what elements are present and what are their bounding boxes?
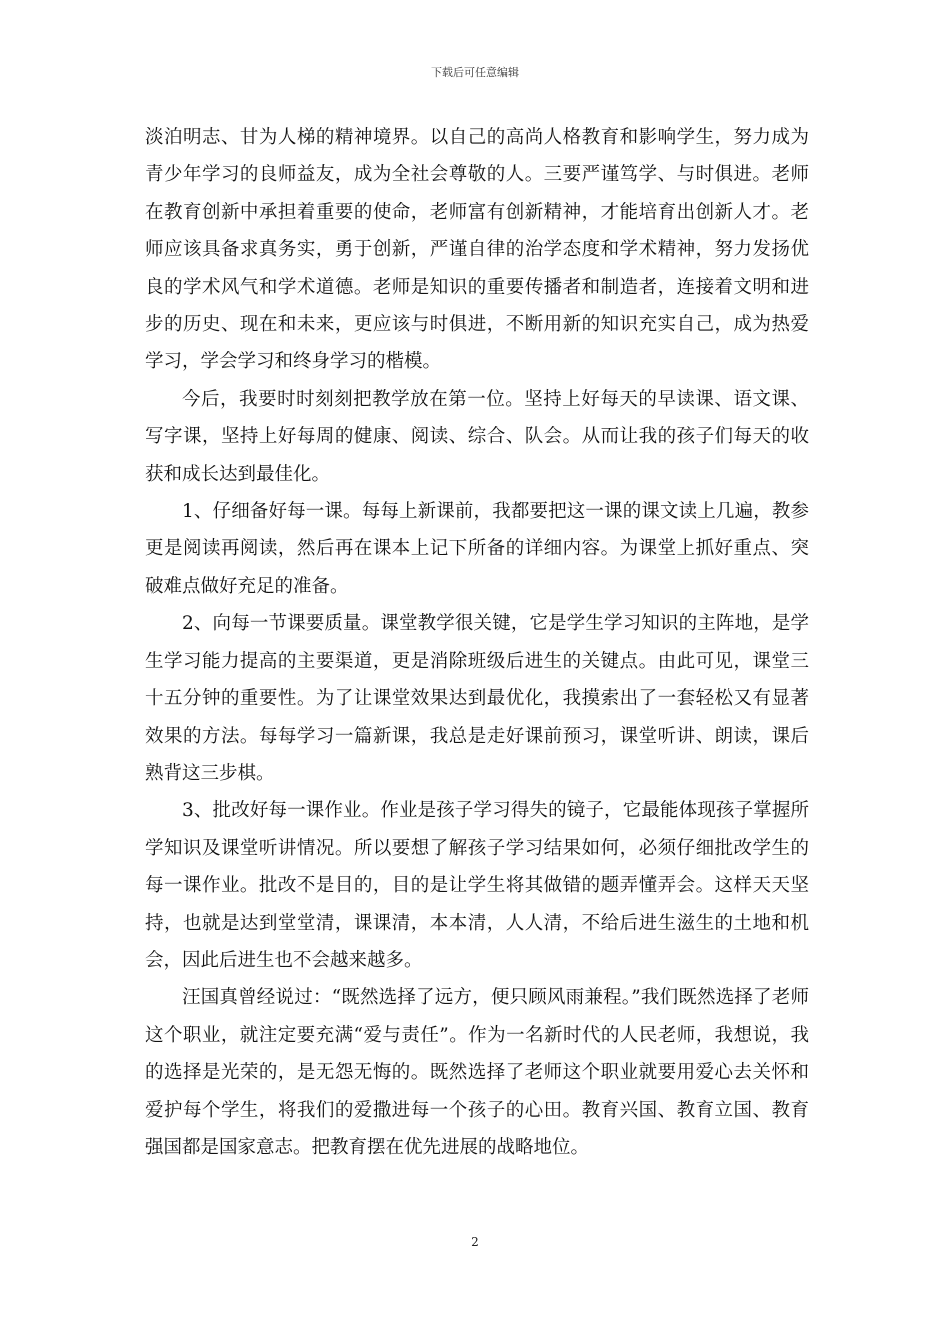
paragraph-4-list-item-2: 2、向每一节课要质量。课堂教学很关键，它是学生学习知识的主阵地，是学生学习能力提高的主要渠道，更是消除班级后进生的关键点。由此可见，课堂三十五分钟的重要性。为了让课堂效果达到最优化，我摸索出了一套轻松又有显著效果的方法。每每学习一篇新课，我总是走好课前预习，课堂听讲、朗读，课后熟背这三步棋。: [145, 613, 809, 784]
paragraph-1: 淡泊明志、甘为人梯的精神境界。以自己的高尚人格教育和影响学生，努力成为青少年学习的良师益友，成为全社会尊敬的人。三要严谨笃学、与时俱进。老师在教育创新中承担着重要的使命，老师富有创新精神，才能培育出创新人才。老师应该具备求真务实，勇于创新，严谨自律的治学态度和学术精神，努力发扬优良的学术风气和学术道德。老师是知识的重要传播者和制造者，连接着文明和进步的历史、现在和未来，更应该与时俱进，不断用新的知识充实自己，成为热爱学习，学会学习和终身学习的楷模。: [145, 127, 809, 373]
paragraph-2: 今后，我要时时刻刻把教学放在第一位。坚持上好每天的早读课、语文课、写字课，坚持上好每周的健康、阅读、综合、队会。从而让我的孩子们每天的收获和成长达到最佳化。: [145, 388, 809, 485]
paragraph-5-list-item-3: 3、批改好每一课作业。作业是孩子学习得失的镜子，它最能体现孩子掌握所学知识及课堂听讲情况。所以要想了解孩子学习结果如何，必须仔细批改学生的每一课作业。批改不是目的，目的是让学生将其做错的题弄懂弄会。这样天天坚持，也就是达到堂堂清，课课清，本本清，人人清，不给后进生滋生的土地和机会，因此后进生也不会越来越多。: [145, 800, 809, 971]
document-body: [145, 119, 809, 1166]
paragraph-3-list-item-1: 1、仔细备好每一课。每每上新课前，我都要把这一课的课文读上几遍，教参更是阅读再阅读，然后再在课本上记下所备的详细内容。为课堂上抓好重点、突破难点做好充足的准备。: [145, 501, 809, 597]
paragraph-6: 汪国真曾经说过：“既然选择了远方，便只顾风雨兼程。”我们既然选择了老师这个职业，就注定要充满“爱与责任”。作为一名新时代的人民老师，我想说，我的选择是光荣的，是无怨无悔的。既然选择了老师这个职业就要用爱心去关怀和爱护每个学生，将我们的爱撒进每一个孩子的心田。教育兴国、教育立国、教育强国都是国家意志。把教育摆在优先进展的战略地位。: [145, 987, 809, 1158]
page-number: 2: [471, 1235, 479, 1249]
page-header: 下载后可任意编辑: [431, 66, 519, 79]
